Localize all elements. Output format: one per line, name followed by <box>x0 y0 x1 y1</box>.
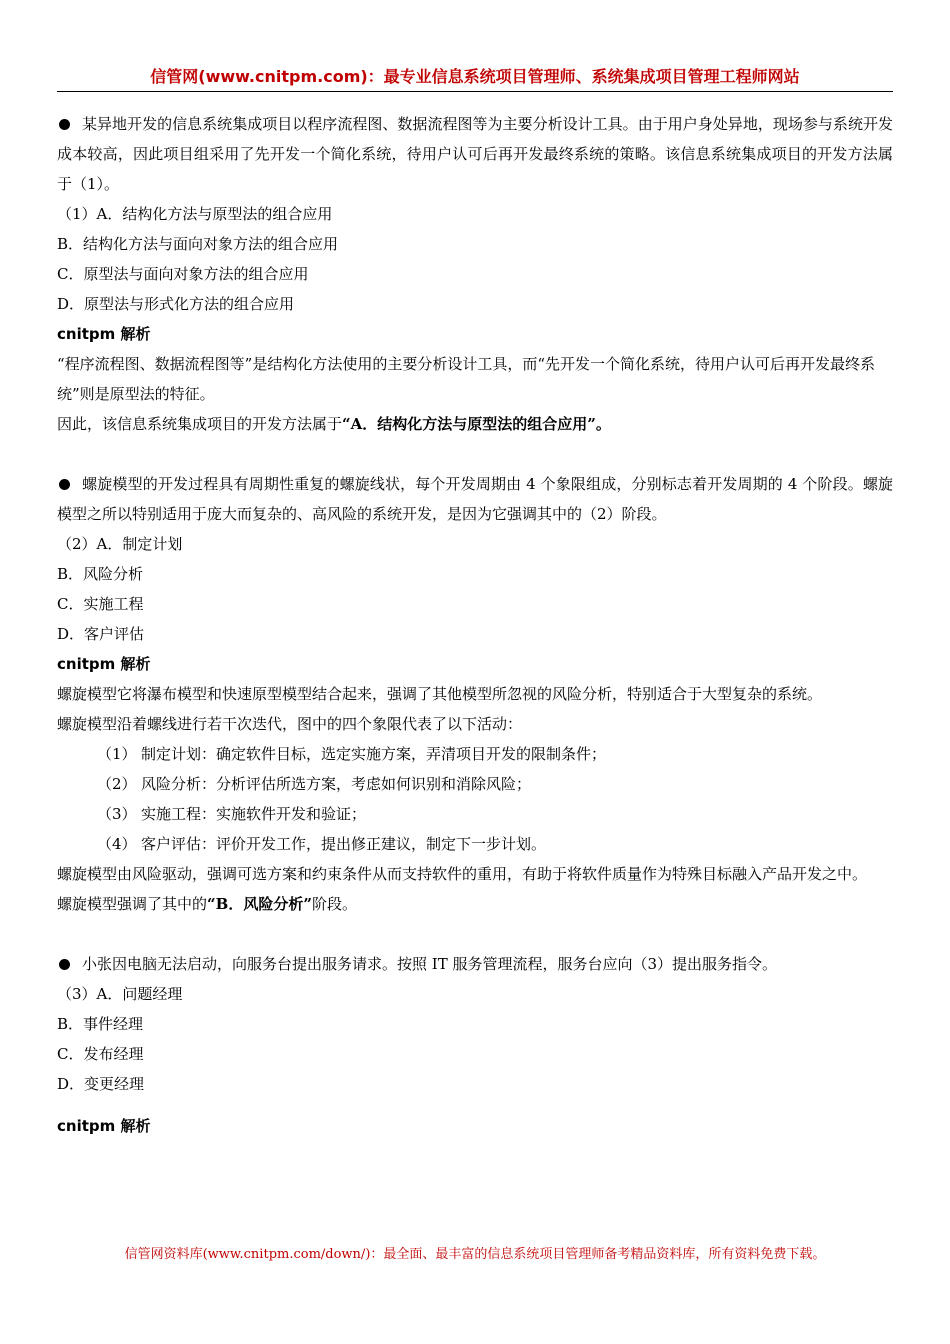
page-header: 信管网(www.cnitpm.com)：最专业信息系统项目管理师、系统集成项目管理工程师网站 <box>150 67 800 86</box>
question-2-option-b: B．风险分析 <box>57 565 144 583</box>
question-1-option-c: C．原型法与面向对象方法的组合应用 <box>57 265 309 283</box>
bullet-icon <box>59 119 70 130</box>
question-1-option-a: （1）A．结构化方法与原型法的组合应用 <box>57 205 333 223</box>
question-1-analysis-title: cnitpm 解析 <box>57 325 151 343</box>
question-2-sub-item: （2） 风险分析：分析评估所选方案，考虑如何识别和消除风险； <box>97 775 532 793</box>
bullet-icon <box>59 959 70 970</box>
question-3-option-d: D．变更经理 <box>57 1075 145 1093</box>
header-divider <box>57 91 893 92</box>
question-2-sub-item: （3） 实施工程：实施软件开发和验证； <box>97 805 367 823</box>
question-3-stem: 小张因电脑无法启动，向服务台提出服务请求。按照 IT 服务管理流程，服务台应向（3）提出服务指令。 <box>57 949 893 979</box>
question-3-option-a: （3）A．问题经理 <box>57 985 183 1003</box>
question-2-sub-item: （1） 制定计划：确定软件目标，选定实施方案，弄清项目开发的限制条件； <box>97 745 607 763</box>
page-footer: 信管网资料库(www.cnitpm.com/down/)：最全面、最丰富的信息系统项目管理师备考精品资料库，所有资料免费下载。 <box>124 1247 826 1262</box>
question-1-answer: “A．结构化方法与原型法的组合应用”。 <box>342 415 611 433</box>
question-1-conclusion: 因此，该信息系统集成项目的开发方法属于“A．结构化方法与原型法的组合应用”。 <box>57 415 611 433</box>
question-3-option-c: C．发布经理 <box>57 1045 144 1063</box>
question-1-analysis-text: “程序流程图、数据流程图等”是结构化方法使用的主要分析设计工具，而“先开发一个简化系统，待用户认可后再开发最终系统”则是原型法的特征。 <box>57 355 876 403</box>
question-1-option-d: D．原型法与形式化方法的组合应用 <box>57 295 295 313</box>
bullet-icon <box>59 479 70 490</box>
question-2-analysis-after: 螺旋模型由风险驱动，强调可选方案和约束条件从而支持软件的重用，有助于将软件质量作为特殊目标融入产品开发之中。 <box>57 865 868 883</box>
question-3-option-b: B．事件经理 <box>57 1015 144 1033</box>
question-3-analysis-title: cnitpm 解析 <box>57 1117 151 1135</box>
question-2-sub-item: （4） 客户评估：评价开发工作，提出修正建议，制定下一步计划。 <box>97 835 547 853</box>
question-2-analysis-title: cnitpm 解析 <box>57 655 151 673</box>
question-2-option-d: D．客户评估 <box>57 625 145 643</box>
question-2-analysis-text: 螺旋模型沿着螺线进行若干次迭代，图中的四个象限代表了以下活动： <box>57 715 523 733</box>
question-1-stem: 某异地开发的信息系统集成项目以程序流程图、数据流程图等为主要分析设计工具。由于用户身处异地，现场参与系统开发成本较高，因此项目组采用了先开发一个简化系统，待用户认可后再开发最终系统的策略。该信息系统集成项目的开发方法属于（1）。 <box>57 115 893 193</box>
question-2-option-c: C．实施工程 <box>57 595 144 613</box>
question-2-option-a: （2）A．制定计划 <box>57 535 183 553</box>
question-2-conclusion: 螺旋模型强调了其中的“B．风险分析”阶段。 <box>57 895 357 913</box>
question-1-option-b: B．结构化方法与面向对象方法的组合应用 <box>57 235 339 253</box>
document-body <box>57 109 893 1141</box>
question-2-stem: 螺旋模型的开发过程具有周期性重复的螺旋线状，每个开发周期由 4 个象限组成，分别标志着开发周期的 4 个阶段。螺旋模型之所以特别适用于庞大而复杂的、高风险的系统开发，是因为它强调其中的（2）阶段。 <box>57 475 893 523</box>
question-2-answer: “B．风险分析” <box>207 895 312 913</box>
question-2-analysis-text: 螺旋模型它将瀑布模型和快速原型模型结合起来，强调了其他模型所忽视的风险分析，特别适合于大型复杂的系统。 <box>57 685 823 703</box>
